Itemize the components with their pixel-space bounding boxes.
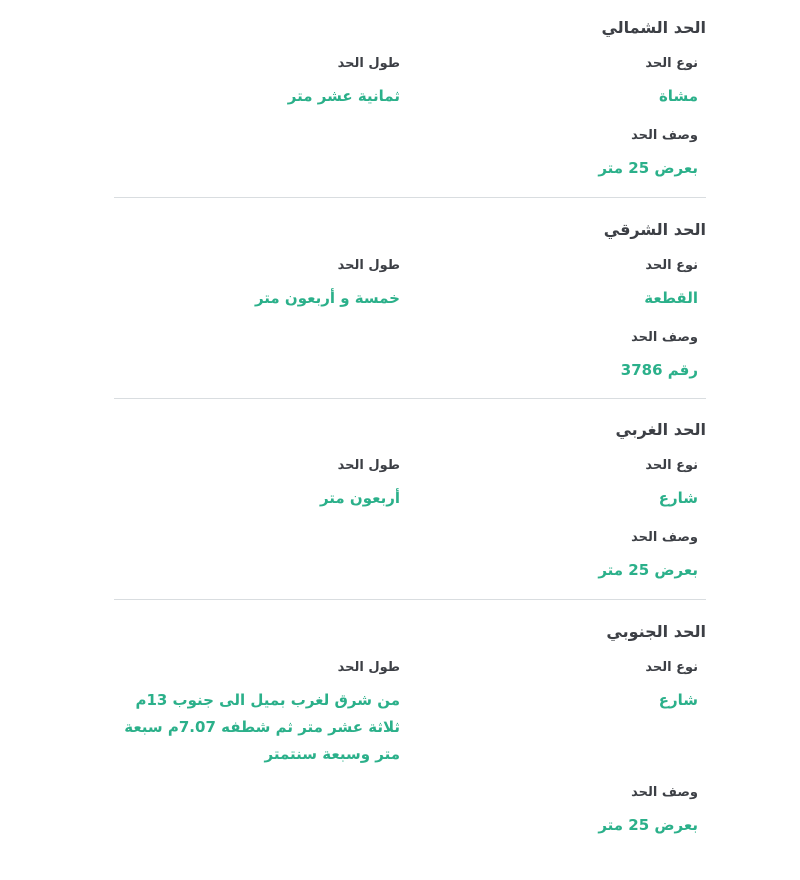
section-title: الحد الغربي <box>615 420 706 439</box>
field-label: نوع الحد <box>645 660 698 675</box>
boundary-type-field <box>448 457 698 512</box>
boundary-north-section <box>114 18 706 188</box>
field-value: ثمانية عشر متر <box>287 87 400 105</box>
field-label: طول الحد <box>337 56 400 71</box>
field-value: بعرض 25 متر <box>598 561 698 579</box>
section-title: الحد الجنوبي <box>606 622 706 641</box>
field-label: طول الحد <box>337 458 400 473</box>
boundary-description-field <box>448 127 698 182</box>
boundary-length-field <box>110 55 400 110</box>
field-label: طول الحد <box>337 660 400 675</box>
field-value: رقم 3786 <box>620 361 698 379</box>
boundary-type-field <box>448 257 698 312</box>
field-value: بعرض 25 متر <box>598 159 698 177</box>
field-label: نوع الحد <box>645 258 698 273</box>
boundary-south-section <box>114 622 706 852</box>
field-value: أربعون متر <box>319 489 400 507</box>
field-label: نوع الحد <box>645 56 698 71</box>
field-value: بعرض 25 متر <box>598 816 698 834</box>
field-label: نوع الحد <box>645 458 698 473</box>
field-label: وصف الحد <box>631 128 698 143</box>
section-divider <box>114 197 706 198</box>
section-divider <box>114 398 706 399</box>
field-label: وصف الحد <box>631 530 698 545</box>
boundary-type-field <box>448 55 698 110</box>
field-value: القطعة <box>644 289 698 307</box>
boundary-description-field <box>448 784 698 839</box>
boundary-length-field <box>110 659 400 768</box>
boundary-description-field <box>448 529 698 584</box>
boundary-description-field <box>448 329 698 384</box>
field-value: من شرق لغرب بميل الى جنوب 13م ثلاثة عشر متر ثم شطفه 7.07م سبعة متر وسبعة سنتمتر <box>124 691 400 763</box>
field-value: مشاة <box>658 87 698 105</box>
section-title: الحد الشرقي <box>603 220 706 239</box>
boundary-west-section <box>114 420 706 590</box>
field-label: طول الحد <box>337 258 400 273</box>
section-title: الحد الشمالي <box>601 18 706 37</box>
field-value: شارع <box>658 691 698 709</box>
field-label: وصف الحد <box>631 785 698 800</box>
field-value: خمسة و أربعون متر <box>254 289 400 307</box>
field-label: وصف الحد <box>631 330 698 345</box>
boundary-east-section <box>114 220 706 390</box>
boundary-length-field <box>110 457 400 512</box>
section-divider <box>114 599 706 600</box>
field-value: شارع <box>658 489 698 507</box>
boundary-length-field <box>110 257 400 312</box>
boundary-type-field <box>448 659 698 714</box>
